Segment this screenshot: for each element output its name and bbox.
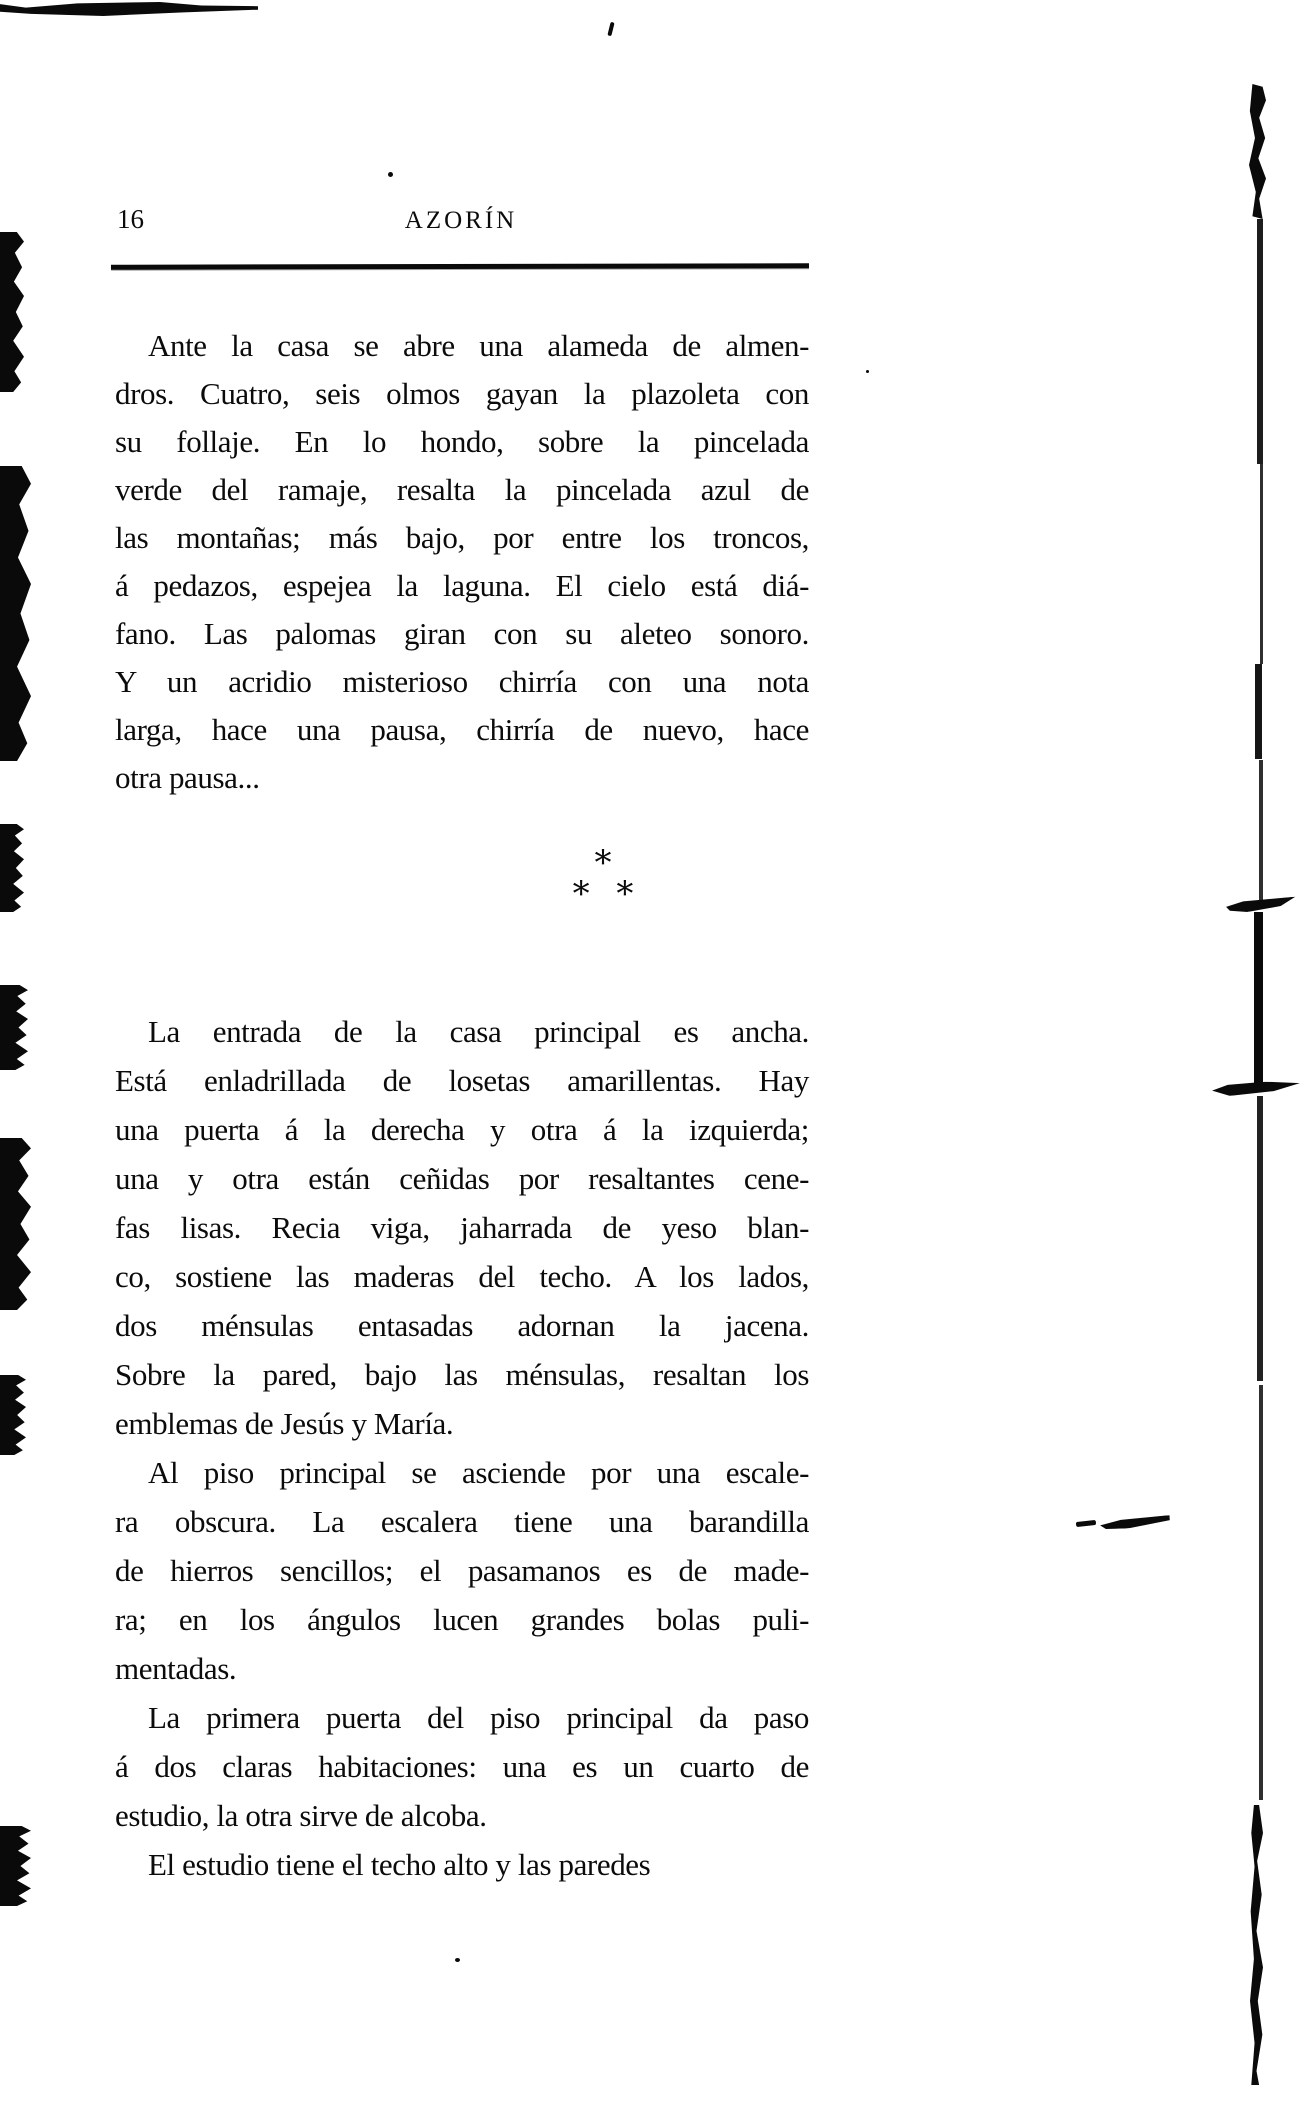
asterisk-divider <box>559 843 647 914</box>
text-line: El estudio tiene el techo alto y las paredes <box>148 1847 651 1882</box>
text-line: verde del ramaje, resalta la pincelada azul de <box>115 472 809 507</box>
text-line: co, sostiene las maderas del techo. A los lados, <box>115 1259 809 1294</box>
scan-artifact-dot <box>455 1958 460 1962</box>
text-line: larga, hace una pausa, chirría de nuevo, hace <box>115 712 809 747</box>
scan-artifact-right-streak <box>1259 1385 1263 1800</box>
running-title: AZORÍN <box>404 207 518 234</box>
scan-artifact-right-streak <box>1260 464 1263 664</box>
text-line: dros. Cuatro, seis olmos gayan la plazoleta con <box>115 376 809 411</box>
text-line: fano. Las palomas giran con su aleteo sonoro. <box>115 616 809 651</box>
page-number: 16 <box>117 204 144 234</box>
scan-artifact-right-streak <box>1259 760 1263 900</box>
scan-artifact-left-blob <box>0 824 24 912</box>
scan-artifact-left-blob <box>0 232 24 392</box>
scan-artifact-left-blob <box>0 1138 31 1310</box>
text-line: emblemas de Jesús y María. <box>115 1406 454 1441</box>
asterisk-row-bottom: * * <box>572 874 634 914</box>
text-line: fas lisas. Recia viga, jaharrada de yeso blan- <box>115 1210 809 1245</box>
text-line: otra pausa... <box>115 760 260 795</box>
text-line: La entrada de la casa principal es ancha. <box>148 1014 809 1049</box>
header-rule <box>111 263 809 269</box>
scan-artifact-right-streak <box>1257 1096 1263 1381</box>
scan-artifact-dot <box>388 172 393 177</box>
scan-artifact-right-streak <box>1255 664 1262 759</box>
scan-artifact-right-streak <box>1249 84 1266 219</box>
scan-artifact-pen-mark <box>1076 1520 1096 1527</box>
text-line: su follaje. En lo hondo, sobre la pincelada <box>115 424 809 459</box>
text-line: una y otra están ceñidas por resaltantes cene- <box>115 1161 809 1196</box>
text-line: mentadas. <box>115 1651 237 1686</box>
scan-artifact-dash <box>1212 1080 1300 1096</box>
scan-artifact-top-streak <box>0 2 258 16</box>
text-line: las montañas; más bajo, por entre los troncos, <box>115 520 809 555</box>
text-line: estudio, la otra sirve de alcoba. <box>115 1798 487 1833</box>
text-line: Ante la casa se abre una alameda de almen- <box>148 328 809 363</box>
text-line: de hierros sencillos; el pasamanos es de made- <box>115 1553 809 1588</box>
scan-artifact-tick <box>607 22 614 37</box>
text-line: dos ménsulas entasadas adornan la jacena. <box>115 1308 809 1343</box>
scan-artifact-left-blob <box>0 1826 31 1906</box>
text-line: Está enladrillada de losetas amarillentas. Hay <box>115 1063 809 1098</box>
text-line: á pedazos, espejea la laguna. El cielo está diá- <box>115 568 809 603</box>
text-line: ra obscura. La escalera tiene una barandilla <box>115 1504 809 1539</box>
paragraph-block-2 <box>115 1007 809 1889</box>
text-line: una puerta á la derecha y otra á la izquierda; <box>115 1112 809 1147</box>
text-line: La primera puerta del piso principal da paso <box>148 1700 809 1735</box>
scan-artifact-left-blob <box>0 466 31 761</box>
text-line: á dos claras habitaciones: una es un cuarto de <box>115 1749 809 1784</box>
scan-artifact-right-streak <box>1250 1805 1263 2085</box>
scan-artifact-left-blob <box>0 985 28 1070</box>
scan-artifact-left-blob <box>0 1375 26 1455</box>
scan-artifact-right-streak <box>1257 219 1263 464</box>
scan-artifact-pen-mark <box>1100 1515 1170 1530</box>
text-line: Sobre la pared, bajo las ménsulas, resaltan los <box>115 1357 809 1392</box>
paragraph-block-1 <box>115 322 809 802</box>
text-line: ra; en los ángulos lucen grandes bolas puli- <box>115 1602 809 1637</box>
text-line: Al piso principal se asciende por una escale- <box>148 1455 809 1490</box>
text-line: Y un acridio misterioso chirría con una nota <box>115 664 809 699</box>
scan-artifact-dot <box>866 370 869 373</box>
scan-artifact-right-streak <box>1254 912 1263 1087</box>
asterisk-row-top: * <box>594 843 612 883</box>
